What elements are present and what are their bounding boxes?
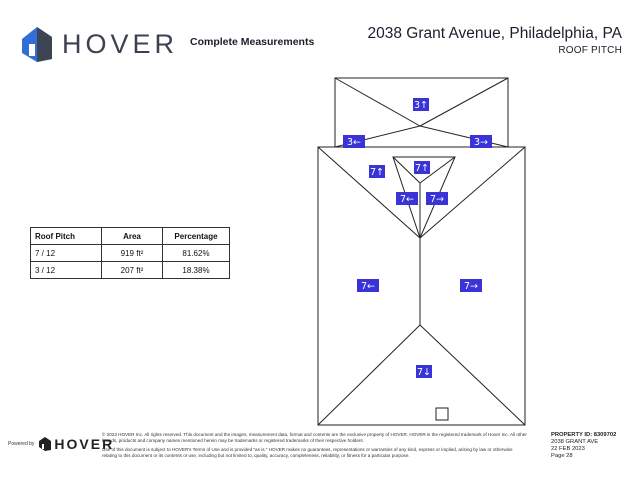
svg-text:7←: 7← [399, 194, 415, 205]
svg-text:3↑: 3↑ [413, 100, 429, 111]
brand-name: HOVER [62, 28, 179, 59]
powered-by-label: Powered by [8, 441, 35, 447]
copyright-text: © 2023 HOVER Inc. All rights reserved. This document and the images, measurement data, format and contents are the exclusive property of HOVER. HOVER is the registered trademark of Hover Inc. All other brands, products and company names mentioned herein may be trademarks or registered trademarks of their respective holders. [102, 432, 527, 443]
report-date: 22 FEB 2023 [551, 446, 585, 452]
pitch-label-center-top [414, 161, 430, 174]
terms-text: Use of this document is subject to HOVER's Terms of Use and is provided "as is." HOVER makes no guarantees, representations or warranties of any kind, express or implied, arising by law or otherwise relating to this document or its contents or use, including but not limited to, quality, accuracy, completeness, reliability, or fitness for a particular purpose. [102, 447, 513, 458]
svg-text:3←: 3← [346, 137, 362, 148]
svg-text:7↓: 7↓ [416, 367, 432, 378]
cell-percentage: 18.38% [163, 262, 230, 279]
pitch-label-center-left [396, 192, 418, 205]
pitch-label-upper-top [413, 98, 429, 111]
pitch-label-main-right [460, 279, 482, 292]
svg-text:3→: 3→ [473, 137, 489, 148]
page-number: Page 28 [551, 453, 573, 459]
pitch-label-main-left [357, 279, 379, 292]
column-header-area: Area [102, 228, 163, 245]
column-header-percentage: Percentage [163, 228, 230, 245]
document-title: Complete Measurements [190, 36, 315, 48]
pitch-label-upper-right [470, 135, 492, 148]
section-label: ROOF PITCH [558, 45, 622, 56]
cell-roof-pitch: 3 / 12 [31, 262, 102, 279]
house-logo-icon [39, 437, 51, 451]
svg-text:7→: 7→ [463, 281, 479, 292]
property-address: 2038 Grant Avenue, Philadelphia, PA [367, 25, 622, 42]
svg-text:7←: 7← [360, 281, 376, 292]
pitch-label-center-right [426, 192, 448, 205]
svg-text:7↑: 7↑ [369, 167, 385, 178]
legal-notice [102, 432, 527, 462]
svg-text:7→: 7→ [429, 194, 445, 205]
cell-roof-pitch: 7 / 12 [31, 245, 102, 262]
pitch-label-main-bottom [416, 365, 432, 378]
column-header-roof-pitch: Roof Pitch [31, 228, 102, 245]
property-meta [551, 432, 616, 460]
vent-marker [436, 408, 448, 420]
cell-percentage: 81.62% [163, 245, 230, 262]
footer-brand: HOVER [54, 436, 115, 452]
svg-text:7↑: 7↑ [414, 163, 430, 174]
pitch-label-left-top [369, 165, 385, 178]
property-id: PROPERTY ID: 8309702 [551, 432, 617, 438]
property-name: 2038 GRANT AVE [551, 439, 599, 445]
cell-area: 919 ft² [102, 245, 163, 262]
pitch-label-upper-left [343, 135, 365, 148]
powered-by-hover [8, 436, 114, 452]
cell-area: 207 ft² [102, 262, 163, 279]
